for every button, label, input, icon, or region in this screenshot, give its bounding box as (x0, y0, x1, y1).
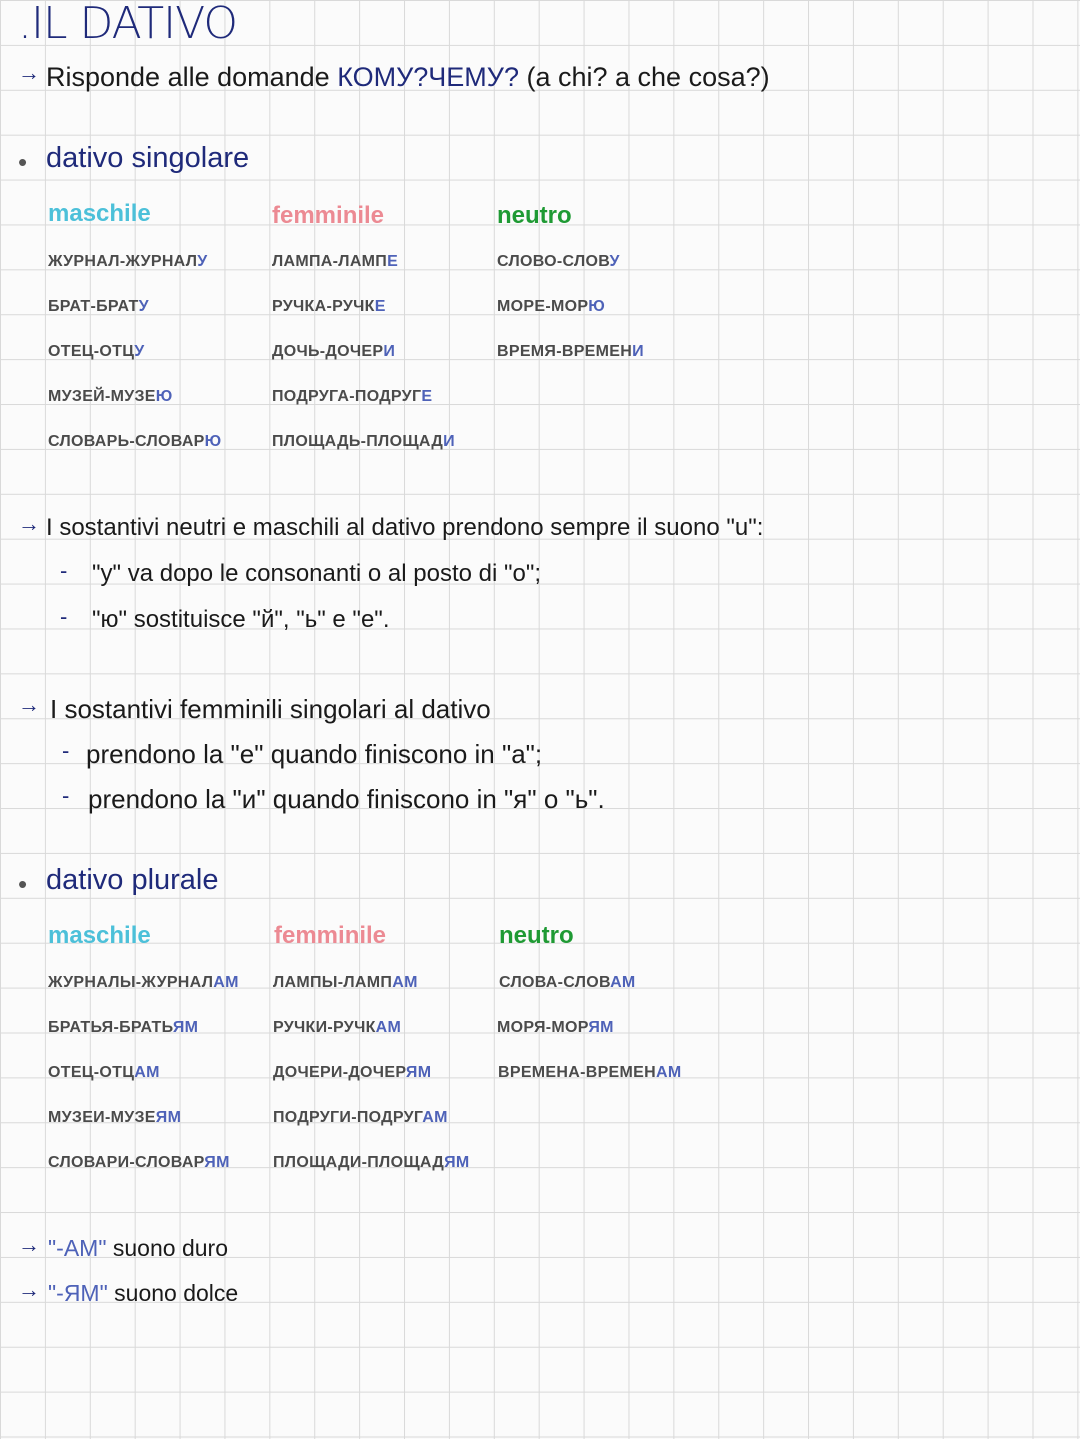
intro-question-ru: КОМУ?ЧЕМУ? (337, 62, 519, 92)
list-item: ВРЕМЯ-ВРЕМЕНИ (497, 343, 644, 360)
dash-icon: - (60, 604, 68, 629)
list-item: ЛАМПЫ-ЛАМПАМ (273, 974, 418, 991)
list-item: РУЧКИ-РУЧКАМ (273, 1019, 402, 1036)
note1-item: "у" va dopo le consonanti o al posto di "o"; (92, 560, 542, 587)
list-item: ОТЕЦ-ОТЦУ (48, 343, 145, 360)
note2-line: I sostantivi femminili singolari al dativo (50, 694, 491, 724)
intro-prefix: Risponde alle domande (46, 62, 330, 92)
arrow-right-icon: → (18, 1232, 40, 1257)
plural-header-femminile: femminile (274, 922, 387, 949)
list-item: ЖУРНАЛ-ЖУРНАЛУ (48, 253, 208, 270)
singular-header-maschile: maschile (48, 200, 151, 227)
list-item: МОРЕ-МОРЮ (497, 298, 606, 315)
singular-heading: dativo singolare (46, 142, 250, 174)
intro-line (46, 62, 770, 93)
list-item: ПОДРУГИ-ПОДРУГАМ (273, 1109, 448, 1126)
list-item: РУЧКА-РУЧКЕ (272, 298, 386, 315)
list-item: ЖУРНАЛЫ-ЖУРНАЛАМ (48, 974, 239, 991)
list-item: СЛОВАРИ-СЛОВАРЯМ (48, 1154, 230, 1171)
list-item: ДОЧЬ-ДОЧЕРИ (272, 343, 396, 360)
singular-header-neutro: neutro (497, 202, 572, 229)
note1-line: I sostantivi neutri e maschili al dativo prendono sempre il suono "u": (46, 514, 764, 541)
bullet-icon: • (18, 869, 28, 899)
arrow-right-icon: → (18, 1277, 40, 1302)
ending-label: "-ЯМ" (48, 1280, 108, 1306)
plural-header-neutro: neutro (499, 922, 574, 949)
note2-item: prendono la "и" quando finiscono in "я" o "ь". (88, 784, 605, 814)
arrow-right-icon: → (18, 511, 40, 536)
arrow-right-icon: → (18, 60, 40, 85)
ending-text: suono duro (112, 1235, 228, 1261)
plural-header-maschile: maschile (48, 922, 151, 949)
bullet-icon: • (18, 147, 28, 177)
list-item: ПЛОЩАДИ-ПЛОЩАДЯМ (273, 1154, 470, 1171)
page-title: .IL DATIVO (18, 0, 238, 49)
note2-item: prendono la "e" quando finiscono in "a"; (86, 739, 543, 769)
list-item: ВРЕМЕНА-ВРЕМЕНАМ (498, 1064, 682, 1081)
arrow-right-icon: → (18, 692, 40, 717)
ending-text: suono dolce (114, 1280, 239, 1306)
list-item: БРАТЬЯ-БРАТЬЯМ (48, 1019, 199, 1036)
dash-icon: - (62, 738, 70, 763)
list-item: ПЛОЩАДЬ-ПЛОЩАДИ (272, 433, 455, 450)
plural-heading: dativo plurale (46, 864, 219, 896)
ending-note (48, 1235, 228, 1262)
list-item: СЛОВА-СЛОВАМ (499, 974, 636, 991)
list-item: МУЗЕИ-МУЗЕЯМ (48, 1109, 182, 1126)
dash-icon: - (60, 558, 68, 583)
list-item: СЛОВО-СЛОВУ (497, 253, 620, 270)
list-item: БРАТ-БРАТУ (48, 298, 149, 315)
list-item: СЛОВАРЬ-СЛОВАРЮ (48, 433, 222, 450)
note1-item: "ю" sostituisce "й", "ь" e "е". (92, 606, 390, 633)
list-item: МУЗЕЙ-МУЗЕЮ (48, 388, 173, 405)
list-item: МОРЯ-МОРЯМ (497, 1019, 614, 1036)
list-item: ЛАМПА-ЛАМПЕ (272, 253, 399, 270)
singular-header-femminile: femminile (272, 202, 385, 229)
dash-icon: - (62, 783, 70, 808)
ending-note (48, 1280, 238, 1307)
list-item: ОТЕЦ-ОТЦАМ (48, 1064, 160, 1081)
intro-question-it: (a chi? a che cosa?) (526, 62, 770, 92)
ending-label: "-AM" (48, 1235, 107, 1261)
list-item: ДОЧЕРИ-ДОЧЕРЯМ (273, 1064, 432, 1081)
list-item: ПОДРУГА-ПОДРУГЕ (272, 388, 433, 405)
